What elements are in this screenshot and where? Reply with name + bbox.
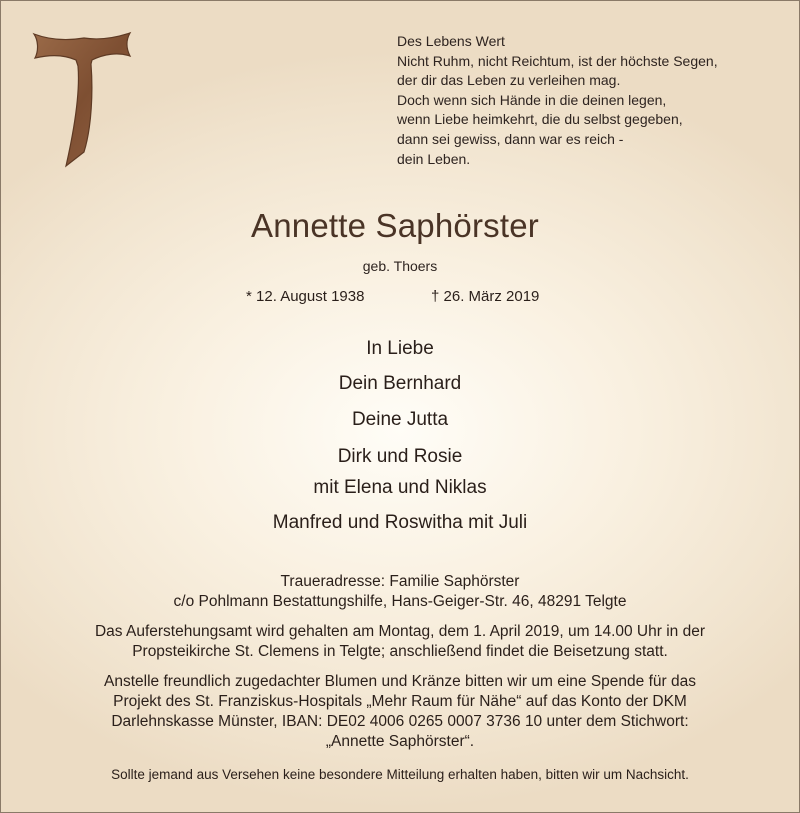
poem-line: dein Leben. <box>397 150 471 167</box>
service-block <box>0 622 800 662</box>
poem-line: der dir das Leben zu verleihen mag. <box>397 72 621 89</box>
donation-line: Projekt des St. Franziskus-Hospitals „Mehr Raum für Nähe“ auf das Konto der DKM <box>113 693 687 710</box>
address-line: c/o Pohlmann Bestattungshilfe, Hans-Geiger-Str. 46, 48291 Telgte <box>173 593 627 610</box>
service-line: Das Auferstehungsamt wird gehalten am Montag, dem 1. April 2019, um 14.00 Uhr in der <box>94 623 705 640</box>
poem-line: Nicht Ruhm, nicht Reichtum, ist der höchste Segen, <box>397 52 718 69</box>
deceased-name: Annette Saphörster <box>251 207 539 244</box>
poem-title: Des Lebens Wert <box>397 33 505 49</box>
mourner-line: mit Elena und Niklas <box>313 477 487 498</box>
address-line: Traueradresse: Familie Saphörster <box>280 573 520 590</box>
poem-line: wenn Liebe heimkehrt, die du selbst gegeben, <box>397 111 683 128</box>
donation-line: Anstelle freundlich zugedachter Blumen und Kränze bitten wir um eine Spende für das <box>104 673 696 690</box>
poem-line: Doch wenn sich Hände in die deinen legen, <box>397 91 667 108</box>
poem-line: dann sei gewiss, dann war es reich - <box>397 130 624 147</box>
birth-date: * 12. August 1938 <box>246 288 365 305</box>
mourner-line: Deine Jutta <box>351 409 449 430</box>
mourner-line: Dein Bernhard <box>338 373 462 394</box>
mourner-line: Manfred und Roswitha mit Juli <box>272 512 528 533</box>
donation-block <box>0 672 800 752</box>
mourner-line: In Liebe <box>366 338 434 359</box>
death-date: † 26. März 2019 <box>431 288 540 305</box>
mourner-line: Dirk und Rosie <box>337 446 463 467</box>
maiden-name: geb. Thoers <box>362 258 438 274</box>
service-line: Propsteikirche St. Clemens in Telgte; anschließend findet die Beisetzung statt. <box>132 643 668 660</box>
address-block <box>0 572 800 612</box>
notice: Sollte jemand aus Versehen keine besondere Mitteilung erhalten haben, bitten wir um Nachsicht. <box>111 767 689 782</box>
poem <box>397 32 787 169</box>
tau-cross-icon <box>32 30 132 170</box>
donation-line: Darlehnskasse Münster, IBAN: DE02 4006 0265 0007 3736 10 unter dem Stichwort: <box>111 713 689 730</box>
donation-line: „Annette Saphörster“. <box>325 733 475 750</box>
